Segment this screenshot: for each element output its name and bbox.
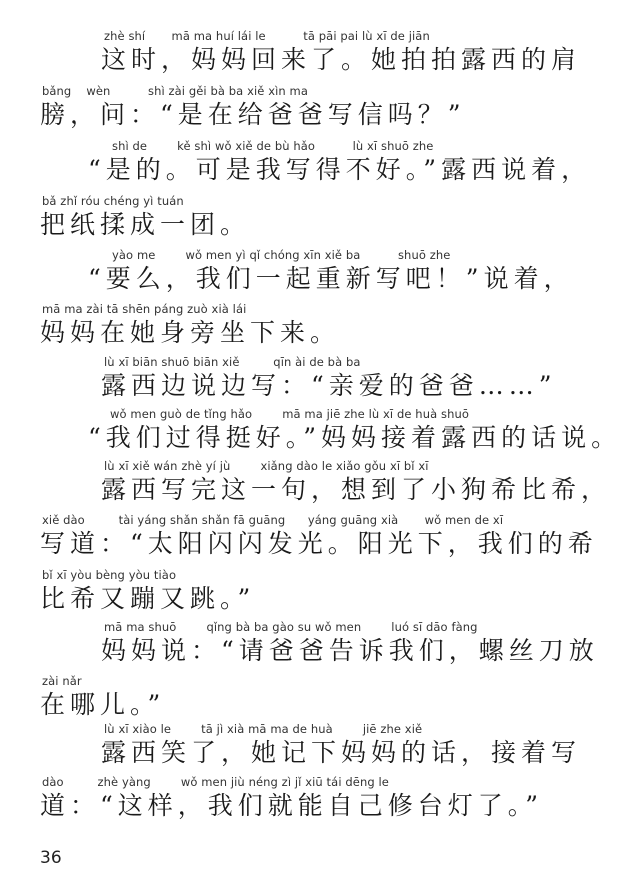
pinyin-line: yào me wǒ men yì qǐ chóng xīn xiě ba shuō zhe [112,248,451,262]
hanzi-line: 比希又蹦又跳。” [40,584,256,613]
pinyin-line: bǎng wèn shì zài gěi bà ba xiě xìn ma [42,84,309,98]
hanzi-line: 露西边说边写：“亲爱的爸爸……” [101,371,557,400]
pinyin-line: shì de kě shì wǒ xiě de bù hǎo lù xī shuō zhe [112,139,434,153]
pinyin-line: bǐ xī yòu bèng yòu tiào [42,568,177,582]
hanzi-line: 写道：“太阳闪闪发光。阳光下，我们的希 [40,529,598,558]
pinyin-line: zhè shí mā ma huí lái le tā pāi pai lù xī de jiān [104,29,430,43]
pinyin-line: xiě dào tài yáng shǎn shǎn fā guāng yáng guāng xià wǒ men de xī [42,513,504,527]
pinyin-line: dào zhè yàng wǒ men jiù néng zì jǐ xiū tái dēng le [42,775,389,789]
hanzi-line: 露西写完这一句，想到了小狗希比希， [101,475,612,504]
hanzi-line: “是的。可是我写得不好。”露西说着， [88,155,592,184]
page-number: 36 [40,848,62,868]
pinyin-line: wǒ men guò de tǐng hǎo mā ma jiē zhe lù xī de huà shuō [110,407,469,421]
pinyin-line: lù xī xiě wán zhè yí jù xiǎng dào le xiǎo gǒu xī bǐ xī [104,459,429,473]
hanzi-line: 把纸揉成一团。 [40,210,251,239]
pinyin-line: zài nǎr [42,674,82,688]
pinyin-line: mā ma zài tā shēn páng zuò xià lái [42,302,247,316]
hanzi-line: “我们过得挺好。”妈妈接着露西的话说。 [88,423,622,452]
hanzi-line: 露西笑了，她记下妈妈的话，接着写 [101,738,582,767]
hanzi-line: 道：“这样，我们就能自己修台灯了。” [40,791,544,820]
hanzi-line: 在哪儿。” [40,690,166,719]
pinyin-line: bǎ zhǐ róu chéng yì tuán [42,194,184,208]
hanzi-line: 膀，问：“是在给爸爸写信吗？” [40,100,466,129]
hanzi-line: 妈妈说：“请爸爸告诉我们，螺丝刀放 [101,636,599,665]
pinyin-line: lù xī xiào le tā jì xià mā ma de huà jiē zhe xiě [104,722,423,736]
pinyin-line: mā ma shuō qǐng bà ba gào su wǒ men luó sī dāo fàng [104,620,478,634]
hanzi-line: 妈妈在她身旁坐下来。 [40,318,341,347]
pinyin-line: lù xī biān shuō biān xiě qīn ài de bà ba [104,355,361,369]
hanzi-line: “要么，我们一起重新写吧！”说着， [88,264,574,293]
hanzi-line: 这时，妈妈回来了。她拍拍露西的肩 [101,45,582,74]
